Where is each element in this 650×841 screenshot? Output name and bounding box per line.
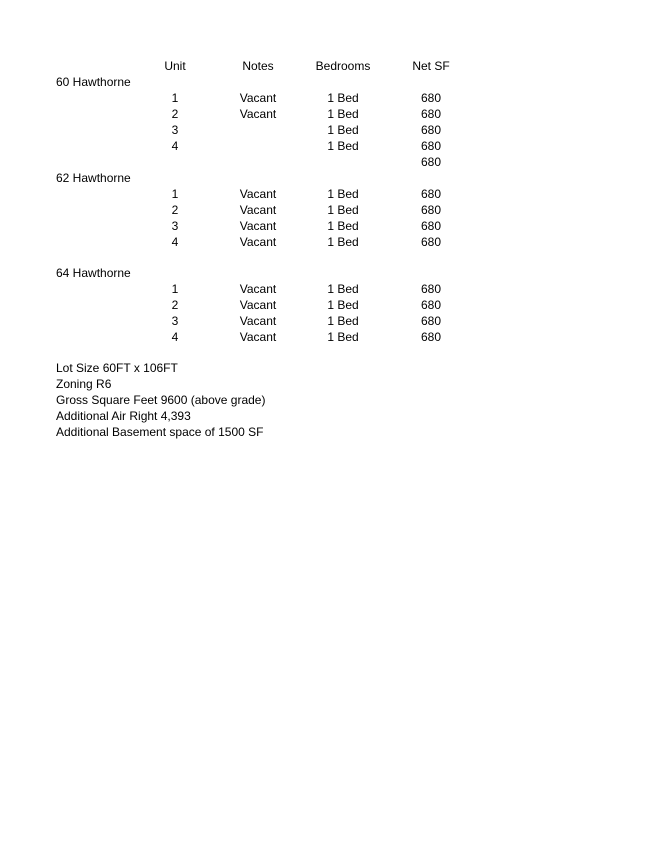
unit-net-sf: 680: [420, 107, 442, 121]
header-unit: Unit: [164, 59, 186, 73]
unit-notes: Vacant: [239, 282, 277, 296]
unit-notes: Vacant: [239, 219, 277, 233]
table-row: [0, 186, 650, 202]
unit-notes: Vacant: [239, 91, 277, 105]
unit-net-sf: 680: [420, 91, 442, 105]
unit-net-sf: 680: [420, 330, 442, 344]
table-row: [0, 138, 650, 154]
unit-number: 3: [171, 123, 179, 137]
unit-number: 3: [171, 314, 179, 328]
unit-bedrooms: 1 Bed: [327, 219, 359, 233]
unit-number: 1: [171, 91, 179, 105]
unit-net-sf: 680: [420, 314, 442, 328]
table-row: [0, 154, 650, 170]
unit-notes: Vacant: [239, 314, 277, 328]
unit-notes: Vacant: [239, 330, 277, 344]
unit-bedrooms: 1 Bed: [327, 235, 359, 249]
unit-number: 2: [171, 203, 179, 217]
unit-net-sf: 680: [420, 219, 442, 233]
building-name: 62 Hawthorne: [56, 171, 131, 185]
unit-number: 2: [171, 298, 179, 312]
unit-notes: Vacant: [239, 298, 277, 312]
table-row: [0, 202, 650, 218]
table-row: [0, 297, 650, 313]
extra-net-sf: 680: [420, 155, 442, 169]
unit-bedrooms: 1 Bed: [327, 107, 359, 121]
unit-net-sf: 680: [420, 298, 442, 312]
unit-number: 4: [171, 330, 179, 344]
header-notes: Notes: [242, 59, 274, 73]
building-name: 64 Hawthorne: [56, 266, 131, 280]
table-row: [0, 281, 650, 297]
unit-net-sf: 680: [420, 139, 442, 153]
building-name: 60 Hawthorne: [56, 75, 131, 89]
air-right-note: Additional Air Right 4,393: [56, 409, 191, 423]
unit-bedrooms: 1 Bed: [327, 282, 359, 296]
unit-bedrooms: 1 Bed: [327, 314, 359, 328]
unit-number: 4: [171, 139, 179, 153]
table-row: [0, 234, 650, 250]
table-row: [0, 218, 650, 234]
unit-net-sf: 680: [420, 282, 442, 296]
zoning-note: Zoning R6: [56, 377, 112, 391]
unit-net-sf: 680: [420, 235, 442, 249]
unit-bedrooms: 1 Bed: [327, 187, 359, 201]
header-net-sf: Net SF: [412, 59, 450, 73]
unit-notes: Vacant: [239, 107, 277, 121]
unit-bedrooms: 1 Bed: [327, 203, 359, 217]
table-row: [0, 329, 650, 345]
unit-bedrooms: 1 Bed: [327, 123, 359, 137]
building-heading: [0, 265, 650, 281]
table-row: [0, 313, 650, 329]
basement-space-note: Additional Basement space of 1500 SF: [56, 425, 264, 439]
building-heading: [0, 74, 650, 90]
unit-number: 1: [171, 282, 179, 296]
unit-bedrooms: 1 Bed: [327, 330, 359, 344]
building-heading: [0, 170, 650, 186]
unit-number: 4: [171, 235, 179, 249]
unit-number: 3: [171, 219, 179, 233]
unit-bedrooms: 1 Bed: [327, 91, 359, 105]
table-row: [0, 90, 650, 106]
unit-notes: Vacant: [239, 187, 277, 201]
table-row: [0, 122, 650, 138]
unit-number: 2: [171, 107, 179, 121]
gross-square-feet-note: Gross Square Feet 9600 (above grade): [56, 393, 266, 407]
unit-net-sf: 680: [420, 203, 442, 217]
unit-number: 1: [171, 187, 179, 201]
unit-notes: Vacant: [239, 235, 277, 249]
unit-notes: Vacant: [239, 203, 277, 217]
header-bedrooms: Bedrooms: [315, 59, 371, 73]
table-row: [0, 106, 650, 122]
unit-net-sf: 680: [420, 123, 442, 137]
unit-net-sf: 680: [420, 187, 442, 201]
lot-size-note: Lot Size 60FT x 106FT: [56, 361, 178, 375]
table-header-row: [0, 58, 650, 74]
unit-bedrooms: 1 Bed: [327, 139, 359, 153]
unit-bedrooms: 1 Bed: [327, 298, 359, 312]
